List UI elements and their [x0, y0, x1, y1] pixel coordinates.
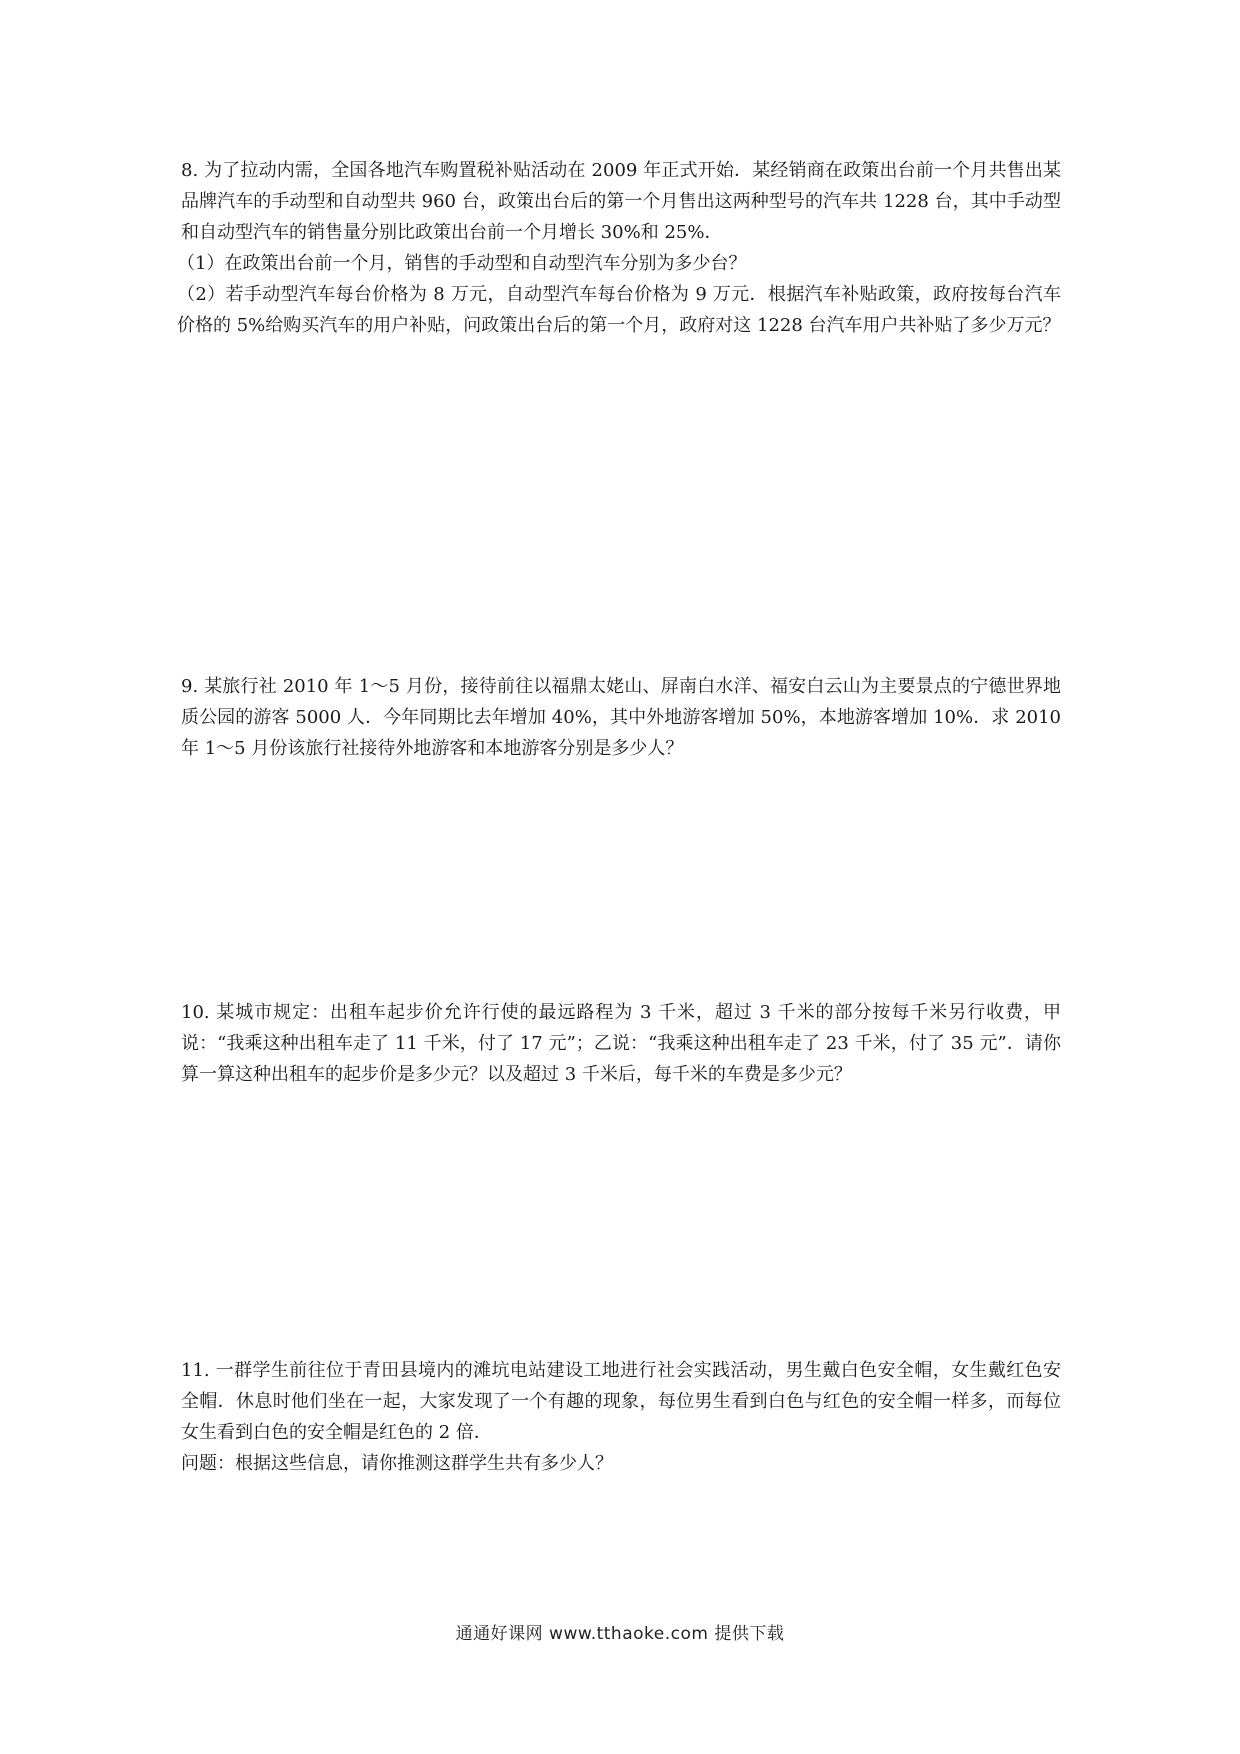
- problem-9: [181, 671, 1061, 764]
- problem-8-statement: 8. 为了拉动内需，全国各地汽车购置税补贴活动在 2009 年正式开始．某经销商在政策出台前一个月共售出某品牌汽车的手动型和自动型共 960 台，政策出台后的第一个月售出这两种型号的汽车共 1228 台，其中手动型和自动型汽车的销售量分别比政策出台前一个月增长 30%和 25%．: [181, 160, 1061, 243]
- problem-11-statement: 11. 一群学生前往位于青田县境内的滩坑电站建设工地进行社会实践活动，男生戴白色安全帽，女生戴红色安全帽．休息时他们坐在一起，大家发现了一个有趣的现象，每位男生看到白色与红色的安全帽一样多，而每位女生看到白色的安全帽是红色的 2 倍．: [181, 1360, 1061, 1443]
- problem-10-statement: 10. 某城市规定：出租车起步价允许行使的最远路程为 3 千米，超过 3 千米的部分按每千米另行收费，甲说：“我乘这种出租车走了 11 千米，付了 17 元”；乙说：“我乘这种出租车走了 23 千米，付了 35 元”．请你算一算这种出租车的起步价是多少元？以及超过 3 千米后，每千米的车费是多少元？: [181, 1002, 1061, 1085]
- problem-9-statement: 9. 某旅行社 2010 年 1～5 月份，接待前往以福鼎太姥山、屏南白水洋、福安白云山为主要景点的宁德世界地质公园的游客 5000 人．今年同期比去年增加 40%，其中外地游客增加 50%，本地游客增加 10%．求 2010 年 1～5 月份该旅行社接待外地游客和本地游客分别是多少人？: [181, 676, 1061, 759]
- problem-11: [181, 1355, 1061, 1479]
- problem-10: [181, 997, 1061, 1090]
- problem-11-question: 问题：根据这些信息，请你推测这群学生共有多少人？: [181, 1453, 613, 1474]
- page-footer: 通通好课网 www.tthaoke.com 提供下载: [455, 1624, 785, 1644]
- problem-8-question-1: （1）在政策出台前一个月，销售的手动型和自动型汽车分别为多少台？: [177, 253, 747, 274]
- problem-8-question-2: （2）若手动型汽车每台价格为 8 万元，自动型汽车每台价格为 9 万元．根据汽车补贴政策，政府按每台汽车价格的 5%给购买汽车的用户补贴，问政策出台后的第一个月，政府对这 1228 台汽车用户共补贴了多少万元？: [177, 284, 1061, 336]
- problem-8: [177, 155, 1061, 341]
